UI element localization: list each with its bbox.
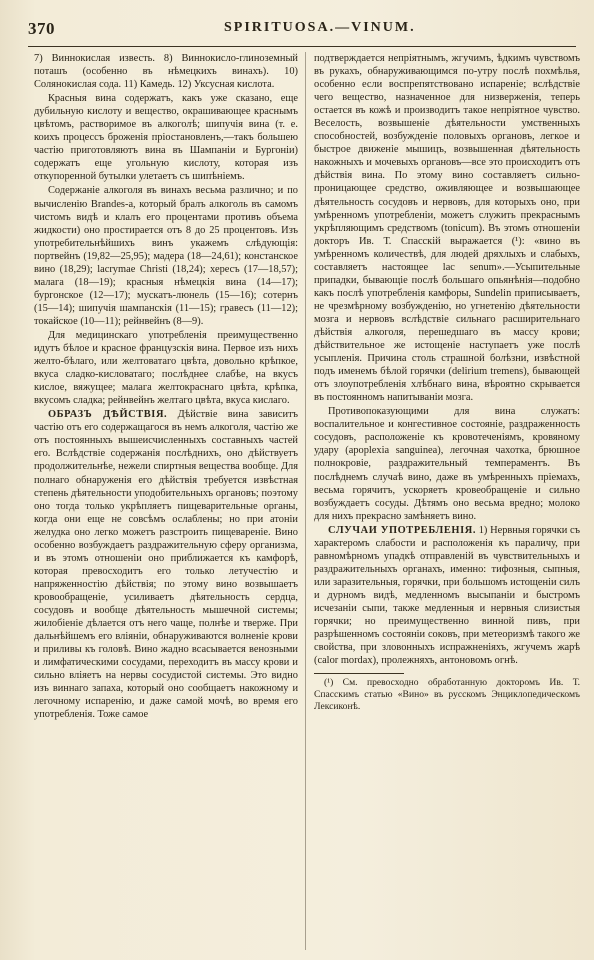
right-column (314, 52, 580, 714)
paragraph-medical-use: Для медицинскаго употребленія преимущественно идутъ бѣлое и красное французскія вина. Первое изъ нихъ желто-бѣлаго, или желтоватаго цвѣта, довольно крѣпкое, вкуса сладко-кисловатаго; послѣднее слабѣе, на вкусъ кислое, вяжущее; малага желтокраснаго цвѣта, крѣпка, вкусомъ сладка; рейнвейнъ желтаго цвѣта, вкуса кислаго. (34, 329, 298, 407)
paragraph-red-wines: Красныя вина содержатъ, какъ уже сказано, еще дубильную кислоту и вещество, окрашивающее краснымъ цвѣтомъ, растворимое въ алкоголѣ; шипучія вина (т. е. коихъ процессъ броженія пріостановленъ,—такъ большею частію приготовляютъ вина въ Шампаніи и Бургоніи) содержатъ еще угольную кислоту, которая изъ откупоренной бутылки улетаетъ съ шипѣніемъ. (34, 93, 298, 183)
footnote: (¹) См. превосходно обработанную докторомъ Ив. Т. Спасскимъ статью «Вино» въ русскомъ Энциклопедическомъ Лексиконѣ. (314, 677, 580, 713)
paragraph-action-text: Дѣйствіе вина зависитъ частію отъ его содержащагося въ немъ алкоголя, частію же отъ постоянныхъ вышеисчисленныхъ составныхъ частей его. Вслѣдствіе содержанія послѣднихъ, оно дѣйствуетъ продолжительнѣе, нежели спиртныя вещества вообще. Для полнаго обнаруженія его дѣйствія требуется извѣстная степень дѣятельности уподобительныхъ органовъ; поэтому оно тогда только укрѣпляетъ пищеварительные органы, когда они еще не совсѣмъ ослаблены; но при атоніи желудка оно легко можетъ разстроить пищевареніе. Вино особенно возбуждаетъ раздражительную сферу организма, и въ этомъ отношеніи оно приближается къ камфорѣ, которая превосходитъ его только летучестію и напряженностію дѣйствія; по этому вино возвышаетъ кровообращеніе, усиливаетъ дѣятельность сердца, сосудовъ и вообще дѣятельность мышечной системы; жилобіеніе дѣлается отъ него чаще, полнѣе и тверже. При дальнѣйшемъ его вліяніи, обнаруживаются волненіе крови и приливы къ головѣ. Вино жадно всасывается венозными и лимфатическими сосудами, переходитъ въ массу крови и сильно вліяетъ на нервы сосудистой системы. Это видно изъ виннаго запаха, который оно сообщаетъ накожному и легочному испаренію, и даже самой мочѣ, во время его употребленія. Тоже самое (34, 409, 298, 721)
header-rule (28, 46, 576, 47)
paragraph-mode-of-action (34, 408, 298, 721)
page-header (28, 18, 574, 40)
paragraph-action-continued: подтверждается непріятнымъ, жгучимъ, ѣдкимъ чувствомъ въ рукахъ, обнаруживающимся по-утру послѣ похмѣлья, особенно если воспрепятствовано испареніе; вслѣдствіе чего вещество, назначенное для низверженія, теперь остается въ кожѣ и производитъ такое непріятное чувство. Веселость, возвышеніе дѣятельности умственныхъ способностей, возбужденіе половыхъ органовъ, легкое и быстрое движеніе мышицъ, возвышенная дѣятельность накожныхъ и мочевыхъ органовъ—все это происходитъ отъ дѣйствія вина. По этому вино составляетъ сильно-проницающее средство, оживляющее и возвышающее дѣятельность сосудовъ и нервовъ, для которыхъ оно, при умѣренномъ употребленіи, можетъ служить прекраснымъ укрѣпляющимъ средствомъ (tonicum). Въ этомъ отношеніи докторъ Ив. Т. Спасскій выражается (¹): «вино въ умѣренномъ количествѣ, для людей дряхлыхъ и слабыхъ, составляетъ настоящее lac senum».—Усыпительные припадки, бывающіе послѣ большаго опьянѣнія—подобно какъ послѣ употребленія камфоры, Sundelin приписываетъ, не чрезмѣрному возбужденію, но угнетенію дѣятельности мозга и нервовъ вслѣдствіе сильнаго расширительнаго дѣйствія алкоголя, перешедшаго въ массу крови; дѣйствительное же истощеніе наступаетъ уже послѣ усыпленія. Причина столь страшной болѣзни, извѣстной подъ именемъ бѣлой горячки (delirium tremens), бывающей отъ злоупотребленія хлѣбнаго вина, вѣроятно скрывается въ постоянномъ напитываніи мозга. (314, 53, 580, 404)
paragraph-use-cases (314, 524, 580, 668)
section-heading-action: ОБРАЗЪ ДѢЙСТВІЯ. (48, 409, 168, 421)
footnote-rule (314, 673, 404, 674)
page-number: 370 (28, 19, 55, 38)
left-column (34, 52, 298, 722)
running-head: SPIRITUOSA.—VINUM. (224, 20, 416, 35)
section-heading-use-cases: СЛУЧАИ УПОТРЕБЛЕНІЯ. (328, 524, 477, 536)
paragraph-contraindications: Противопоказующими для вина служатъ: воспалительное и конгестивное состояніе, раздраженность сосудовъ, расположеніе къ кровотеченіямъ, кровяному удару (apoplexia sanguinea), легочная чахотка, брюшное полнокровіе, раздражительный темпераментъ. Въ послѣднемъ случаѣ вино, даже въ умѣренныхъ пріемахъ, весьма горячитъ, ускоряетъ кровеобращеніе и сильно возбуждаетъ сосуды. Дѣтямъ оно весьма вредно; молоко для нихъ прекрасно замѣняетъ вино. (314, 406, 580, 522)
paragraph-components-list: 7) Виннокислая известь. 8) Виннокисло-глиноземный поташъ (особенно въ нѣмецкихъ винахъ). 10) Солянокислая сода. 11) Камедь. 12) Уксусная кислота. (34, 53, 298, 91)
paragraph-use-cases-text: 1) Нервныя горячки съ характеромъ слабости и расположенія къ параличу, при равномѣрномъ упадкѣ отправленій въ чувствительныхъ и раздражительныхъ органахъ, именно: тифозныя, сыпныя, или заразительныя, горячки, при большомъ истощеніи силъ и дурномъ видѣ, медленномъ высыпаніи и быстромъ исчезаніи сыпи, также медленныя и нервныя слизистыя горячки; но преимущественно винной пивъ, при разрѣшенномъ состояніи соковъ, при метеоризмѣ такого же свойства, при зловонныхъ испражненіяхъ, жгучемъ жарѣ (calor mordax), пролежняхъ, антоновомъ огнѣ. (314, 524, 580, 667)
paragraph-alcohol-content: Содержаніе алкоголя въ винахъ весьма различно; и по вычисленію Brandes-а, который бралъ алкоголь въ самомъ чистомъ видѣ и клалъ его процентами противъ объема жидкости) оно простирается отъ 8 до 25 процентовъ. Изъ употребительнѣйшихъ винъ укажемъ слѣдующія: портвейнъ (19,82—25,95); мадера (18—24,61); констанское вино (18,29); lacrymae Christi (18,24); хересъ (17—18,57); малага (18—19); красныя нѣмецкія вина (14—17); бургонское (12—17); мускатъ-люнель (15—16); сотернъ (15—14); шипучія шампанскія (11—15); гравесъ (11—12); токайское (10—11); рейнвейнъ (8—9). (34, 185, 298, 327)
column-divider (305, 52, 306, 950)
